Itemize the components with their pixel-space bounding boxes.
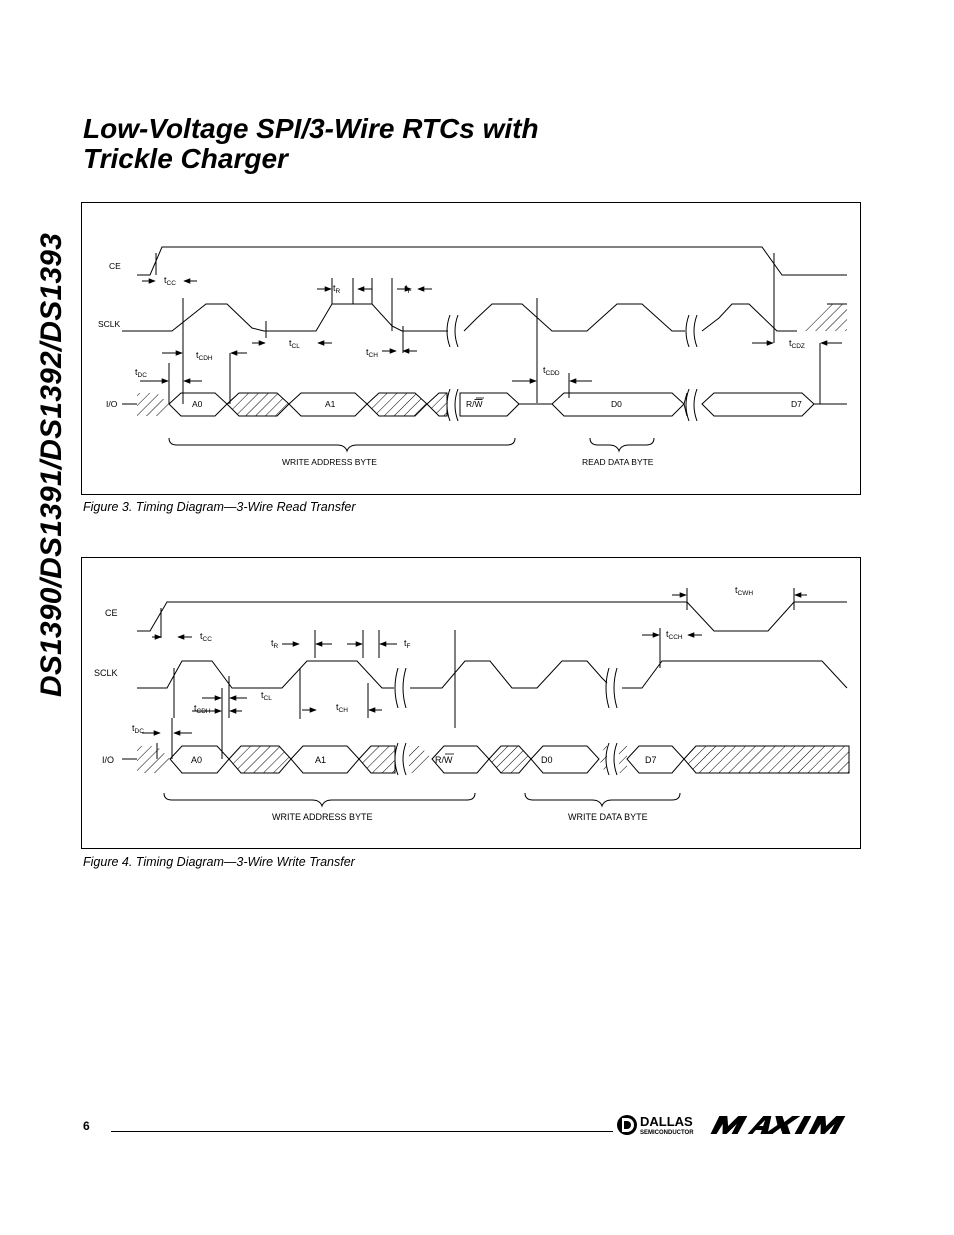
fig3-tcdd: $t_{CDD}$ — [543, 365, 560, 377]
fig4-brace-write-address — [164, 793, 475, 806]
page-title-line2: Trickle Charger — [83, 143, 288, 174]
fig4-label-sclk: SCLK — [94, 668, 118, 678]
fig3-tch: $t_{CH}$ — [366, 347, 378, 359]
fig4-sclk-end — [622, 661, 847, 688]
fig4-io-hatch-start — [137, 746, 170, 773]
fig4-tcwh: $t_{CWH}$ — [735, 585, 754, 597]
figure-4-caption: Figure 4. Timing Diagram—3-Wire Write Transfer — [83, 855, 355, 869]
fig4-io-hatch-3 — [409, 746, 432, 773]
footer-rule — [111, 1131, 613, 1132]
fig3-bit-rw: R/W — [466, 399, 483, 409]
figure-4-svg — [82, 558, 862, 850]
fig4-brace-write-data — [525, 793, 680, 806]
io-hatch-2 — [367, 393, 427, 416]
fig4-tcl: $t_{CL}$ — [261, 690, 272, 702]
fig4-tr: $t_R$ — [271, 638, 279, 650]
sclk-waveform-mid — [464, 304, 685, 331]
fig4-brace-label-left: WRITE ADDRESS BYTE — [272, 812, 373, 822]
io-hatch-1 — [227, 393, 289, 416]
dallas-sub: SEMICONDUCTOR — [640, 1130, 694, 1136]
fig4-bit-d7: D7 — [645, 755, 657, 765]
fig4-bit-a0: A0 — [191, 755, 203, 765]
fig4-tcdh: $t_{CDH}$ — [194, 703, 211, 715]
fig4-bit-a1: A1 — [315, 755, 327, 765]
fig3-tdc: $t_{DC}$ — [135, 367, 147, 379]
fig4-tcc: $t_{CC}$ — [200, 631, 212, 643]
fig4-sclk-waveform — [137, 661, 394, 688]
fig3-tr: $t_R$ — [333, 283, 341, 295]
sclk-waveform-end — [702, 304, 797, 331]
fig3-brace-label-right: READ DATA BYTE — [582, 457, 654, 467]
fig4-tch: $t_{CH}$ — [336, 702, 348, 714]
fig4-io-hatch-end — [684, 746, 849, 773]
page-number: 6 — [83, 1119, 90, 1133]
fig3-label-sclk: SCLK — [98, 319, 121, 329]
side-part-number-title — [32, 200, 72, 730]
sclk-waveform — [122, 304, 448, 331]
fig3-tcl: $t_{CL}$ — [289, 338, 300, 350]
fig4-label-ce: CE — [105, 608, 118, 618]
brace-write-address — [169, 438, 515, 451]
brace-read-data — [590, 438, 654, 451]
fig4-io-hatch-2 — [359, 746, 395, 773]
figure-3-caption: Figure 3. Timing Diagram—3-Wire Read Transfer — [83, 500, 356, 514]
fig4-tdc: $t_{DC}$ — [132, 723, 144, 735]
fig4-bit-d0: D0 — [541, 755, 553, 765]
dallas-name: DALLAS — [640, 1114, 693, 1129]
fig3-tf: $t_F$ — [405, 283, 412, 295]
sclk-hatch — [802, 304, 847, 331]
figure-3-svg — [82, 203, 862, 496]
fig4-tcch: $t_{CCH}$ — [666, 629, 683, 641]
fig4-io-hatch-1 — [229, 746, 291, 773]
fig3-tcdz: $t_{CDZ}$ — [789, 338, 805, 350]
io-hatch-start — [137, 393, 169, 416]
ce-waveform — [137, 247, 847, 275]
maxim-logo — [710, 1114, 860, 1136]
fig4-io-hatch-4 — [489, 746, 531, 773]
fig3-brace-label-left: WRITE ADDRESS BYTE — [282, 457, 377, 467]
fig3-tcc: $t_{CC}$ — [164, 275, 176, 287]
fig4-io-hatch-6 — [619, 746, 627, 773]
fig3-bit-a0: A0 — [192, 399, 203, 409]
fig3-bit-d7: D7 — [791, 399, 802, 409]
figure-4-timing-diagram — [81, 557, 861, 849]
fig3-label-ce: CE — [109, 261, 121, 271]
fig4-bit-rw: R/W — [435, 755, 453, 765]
dallas-semiconductor-logo — [616, 1113, 712, 1137]
fig3-bit-d0: D0 — [611, 399, 622, 409]
page-title — [83, 114, 539, 174]
figure-3-timing-diagram — [81, 202, 861, 495]
fig4-ce-waveform — [137, 602, 847, 631]
fig3-label-io: I/O — [106, 399, 118, 409]
io-hatch-3 — [427, 393, 447, 416]
fig4-brace-label-right: WRITE DATA BYTE — [568, 812, 648, 822]
fig4-label-io: I/O — [102, 755, 115, 765]
fig3-tcdh: $t_{CDH}$ — [196, 350, 213, 362]
fig3-bit-a1: A1 — [325, 399, 336, 409]
side-title-text: DS1390/DS1391/DS1392/DS1393 — [35, 232, 68, 698]
page-title-line1: Low-Voltage SPI/3-Wire RTCs with — [83, 113, 539, 144]
fig4-tf: $t_F$ — [404, 638, 411, 650]
fig4-sclk-mid — [410, 661, 607, 688]
